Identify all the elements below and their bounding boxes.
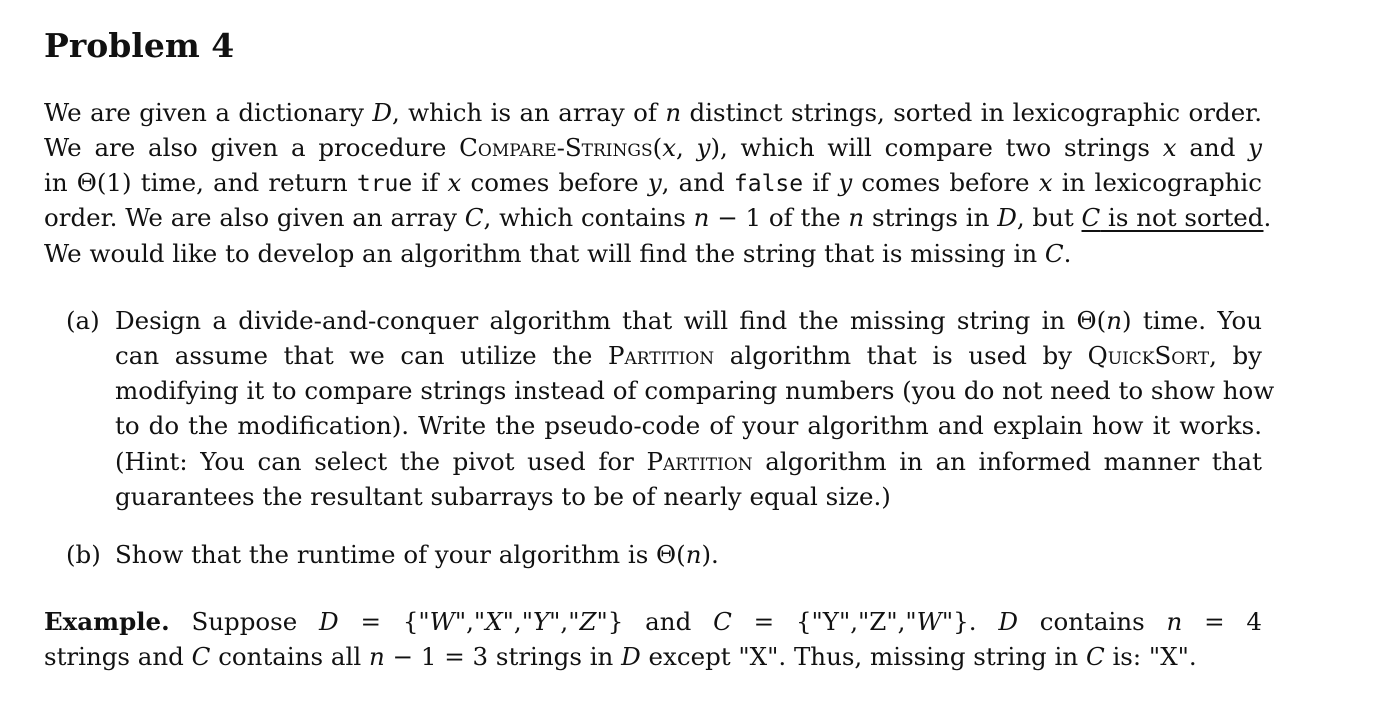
- math: x: [662, 133, 677, 162]
- text: = {": [338, 607, 430, 636]
- example-line-2: [44, 641, 1262, 673]
- text: , which contains: [483, 203, 694, 232]
- math: C: [464, 203, 484, 232]
- math: Z: [579, 607, 597, 636]
- text: Suppose: [169, 607, 320, 636]
- text: contains all: [210, 642, 369, 671]
- math: C: [1044, 239, 1064, 268]
- math: y: [1248, 133, 1262, 162]
- text: (Hint: You can select the pivot used for: [115, 447, 647, 476]
- math: D: [997, 203, 1017, 232]
- text: in lexicographic: [1052, 168, 1262, 197]
- text: if: [412, 168, 448, 197]
- intro-line-2: [44, 132, 1262, 164]
- part-b-label: (b): [66, 540, 101, 569]
- procedure-name: Partition: [646, 447, 753, 476]
- math: x: [1162, 133, 1177, 162]
- example-heading: Example.: [44, 607, 170, 636]
- text: ).: [701, 540, 719, 569]
- text: contains: [1017, 607, 1167, 636]
- math: x: [447, 168, 462, 197]
- text: strings in: [864, 203, 998, 232]
- math: X: [485, 607, 503, 636]
- math: D: [621, 642, 641, 671]
- math: n: [665, 98, 682, 127]
- text: is not sorted: [1100, 203, 1264, 232]
- part-a-line-5: [115, 446, 1262, 478]
- text: can assume that we can utilize the: [115, 341, 608, 370]
- part-a-label: (a): [66, 306, 100, 335]
- part-b-line-1: [115, 539, 1262, 571]
- intro-line-1: [44, 97, 1262, 129]
- text: ,: [676, 133, 697, 162]
- text: We are also given a procedure: [44, 133, 460, 162]
- math: y: [838, 168, 853, 197]
- math: D: [998, 607, 1018, 636]
- text: − 1 = 3 strings in: [384, 642, 622, 671]
- procedure-name: Compare-Strings: [459, 133, 653, 162]
- text: comes before: [852, 168, 1039, 197]
- math: C: [713, 607, 732, 636]
- part-a-line-4: to do the modification). Write the pseudo-code of your algorithm and explain how it works.: [115, 411, 1262, 440]
- text: ), which will compare two strings: [710, 133, 1163, 162]
- text: = 4: [1182, 607, 1262, 636]
- underlined-phrase: [1082, 203, 1264, 232]
- math: W: [429, 607, 455, 636]
- text: We are given a dictionary: [44, 98, 373, 127]
- text: ",": [549, 607, 580, 636]
- text: Show that the runtime of your algorithm is Θ(: [115, 540, 686, 569]
- problem-title: Problem 4: [44, 26, 235, 65]
- math: C: [191, 642, 211, 671]
- text: ",": [454, 607, 486, 636]
- math: Y: [532, 607, 550, 636]
- text: distinct strings, sorted in lexicographic order.: [681, 98, 1262, 127]
- text: comes before: [461, 168, 648, 197]
- code: true: [356, 171, 413, 197]
- text: , but: [1016, 203, 1082, 232]
- text: , and: [661, 168, 734, 197]
- text: We would like to develop an algorithm that will find the string that is missing in: [44, 239, 1045, 268]
- text: = {"Y","Z",": [731, 607, 917, 636]
- text: (: [652, 133, 663, 162]
- text: strings and: [44, 642, 192, 671]
- text: ) time. You: [1121, 306, 1262, 335]
- part-a-line-1: [115, 305, 1262, 337]
- math: y: [647, 168, 662, 197]
- text: .: [1263, 203, 1272, 232]
- part-a-line-6: guarantees the resultant subarrays to be of nearly equal size.): [115, 482, 891, 511]
- text: and: [1176, 133, 1249, 162]
- math: C: [1085, 642, 1105, 671]
- text: "}.: [941, 607, 999, 636]
- text: "} and: [596, 607, 714, 636]
- text: Design a divide-and-conquer algorithm that will find the missing string in Θ(: [115, 306, 1107, 335]
- text: .: [1063, 239, 1072, 268]
- math: C: [1081, 203, 1101, 232]
- math: n: [685, 540, 702, 569]
- part-a-line-3: modifying it to compare strings instead of comparing numbers (you do not need to show how: [115, 376, 1275, 405]
- math: D: [319, 607, 339, 636]
- example-line-1: [44, 606, 1262, 638]
- procedure-name: QuickSort: [1087, 341, 1210, 370]
- text: , by: [1209, 341, 1262, 370]
- intro-line-5: [44, 238, 1262, 270]
- text: algorithm in an informed manner that: [752, 447, 1262, 476]
- procedure-name: Partition: [607, 341, 715, 370]
- math: y: [696, 133, 711, 162]
- text: in Θ(1) time, and return: [44, 168, 357, 197]
- math: D: [372, 98, 392, 127]
- math: n: [368, 642, 385, 671]
- math: n: [693, 203, 710, 232]
- math: x: [1038, 168, 1053, 197]
- text: , which is an array of: [391, 98, 666, 127]
- text: except "X". Thus, missing string in: [640, 642, 1086, 671]
- text: − 1 of the: [709, 203, 849, 232]
- math: n: [848, 203, 865, 232]
- text: is: "X".: [1104, 642, 1197, 671]
- math: W: [916, 607, 942, 636]
- code: false: [733, 171, 804, 197]
- text: ",": [502, 607, 533, 636]
- intro-line-3: [44, 167, 1262, 200]
- text: if: [803, 168, 839, 197]
- math: n: [1166, 607, 1183, 636]
- text: order. We are also given an array: [44, 203, 465, 232]
- text: algorithm that is used by: [714, 341, 1088, 370]
- intro-line-4: [44, 202, 1272, 234]
- part-a-line-2: [115, 340, 1262, 372]
- math: n: [1106, 306, 1122, 335]
